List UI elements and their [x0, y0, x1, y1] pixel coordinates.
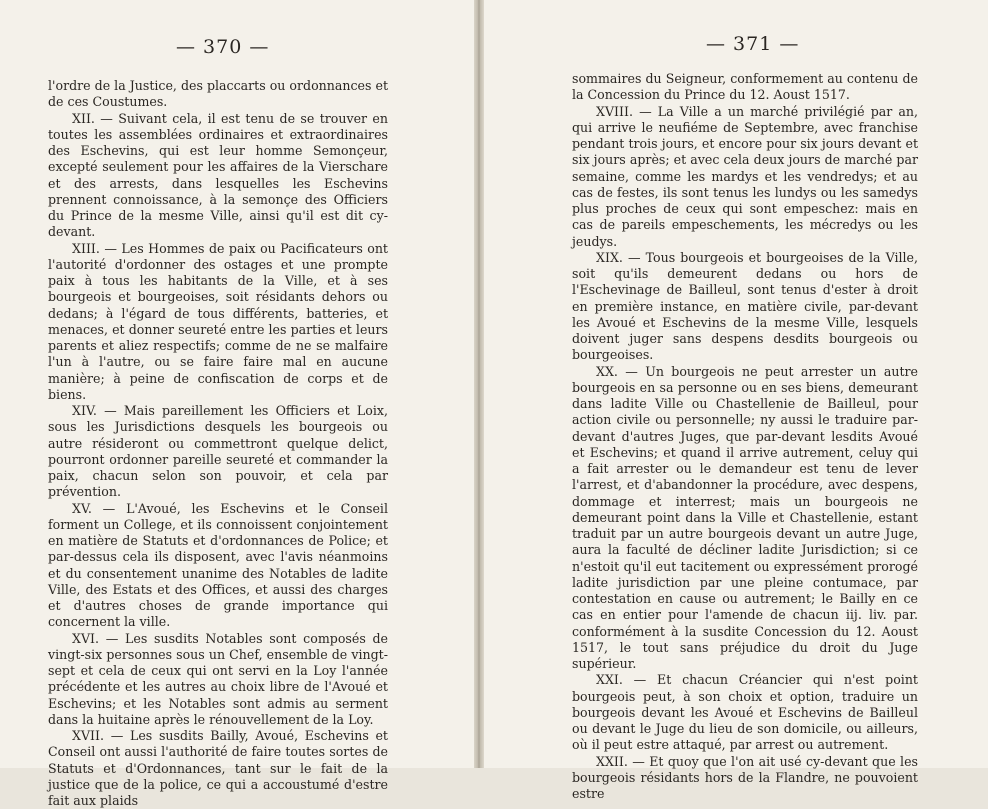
page-number-left: — 370 — [176, 36, 270, 58]
paragraph: XVII. — Les susdits Bailly, Avoué, Eschevins et Conseil ont aussi l'authorité de faire toutes sortes de Statuts et d'Ordonnances, tant sur le fait de la justice que de la police, ce qui a accoustumé d'estre fait aux plaids [48, 728, 388, 808]
paragraph: XXI. — Et chacun Créancier qui n'est point bourgeois peut, à son choix et option, traduire un bourgeois devant les Avoué et Eschevins de Bailleul ou devant le Juge du lieu de son domicile, ou ailleurs, où il peut estre attaqué, par arrest ou autrement. [572, 672, 918, 753]
paragraph: XIII. — Les Hommes de paix ou Pacificateurs ont l'autorité d'ordonner des ostages et une prompte paix à tous les habitants de la Ville, et à ses bourgeois et bourgeoises, soit résidants dehors ou dedans; à l'égard de tous différents, batteries, et menaces, et donner seureté entre les parties et leurs parents et aliez respectifs; comme de ne se malfaire l'un à l'autre, ou se faire faire mal en aucune manière; à peine de confiscation de corps et de biens. [48, 240, 388, 402]
right-page [484, 0, 988, 801]
book-gutter [474, 0, 484, 768]
paragraph: XII. — Suivant cela, il est tenu de se trouver en toutes les assemblées ordinaires et extraordinaires des Eschevins, qui est leur homme Semonçeur, excepté seulement pour les affaires de la Vierschare et des arrests, dans lesquelles les Eschevins prennent connoissance, à la semonçe des Officiers du Prince de la mesme Ville, ainsi qu'il est dit cy-devant. [48, 110, 388, 240]
paragraph: l'ordre de la Justice, des placcarts ou ordonnances et de ces Coustumes. [48, 78, 388, 110]
paragraph: XV. — L'Avoué, les Eschevins et le Conseil forment un College, et ils connoissent conjointement en matière de Statuts et d'ordonnances de Police; et par-dessus cela ils disposent, avec l'avis néanmoins et du consentement unanime des Notables de ladite Ville, des Estats et des Offices, et aussi des charges et d'autres choses de grande importance qui concernent la ville. [48, 500, 388, 630]
paragraph: XX. — Un bourgeois ne peut arrester un autre bourgeois en sa personne ou en ses biens, demeurant dans ladite Ville ou Chastellenie de Bailleul, pour action civile ou personnelle; ny aussi le traduire par-devant d'autres Juges, que par-devant lesdits Avoué et Eschevins; et quand il arrive autrement, celuy qui a fait arrester ou le demandeur est tenu de lever l'arrest, et d'abandonner la procédure, avec despens, dommage et interrest; mais un bourgeois ne demeurant point dans la Ville et Chastellenie, estant traduit par un autre bourgeois devant un autre Juge, aura la faculté de décliner ladite Jurisdiction; si ce n'estoit qu'il eut tacitement ou expressément prorogé ladite jurisdiction par une pleine contumace, par contestation en cause ou autrement; le Bailly en ce cas en entier pour l'amende de chacun iij. liv. par. conformément à la susdite Concession du 12. Aoust 1517, le tout sans préjudice du droit du Juge supérieur. [572, 363, 918, 671]
page-number-right: — 371 — [706, 33, 800, 55]
paragraph: XVIII. — La Ville a un marché privilégié par an, qui arrive le neufiéme de Septembre, avec franchise pendant trois jours, et encore pour six jours devant et six jours après; et avec cela deux jours de marché par semaine, comme les mardys et les vendredys; et au cas de festes, ils sont tenus les lundys ou les samedys plus proches de ceux qui sont empeschez: mais en cas de pareils empeschements, les mécredys ou les jeudys. [572, 103, 918, 249]
left-page [0, 0, 474, 808]
right-page-text [572, 71, 918, 802]
paragraph: XXII. — Et quoy que l'on ait usé cy-devant que les bourgeois résidants hors de la Flandre, ne pouvoient estre [572, 753, 918, 801]
paragraph: XIX. — Tous bourgeois et bourgeoises de la Ville, soit qu'ils demeurent dedans ou hors de l'Eschevinage de Bailleul, sont tenus d'ester à droit en première instance, en matière civile, par-devant les Avoué et Eschevins de la mesme Ville, lesquels doivent juger sans despens desdits bourgeois ou bourgeoises. [572, 249, 918, 363]
paragraph: sommaires du Seigneur, conformement au contenu de la Concession du Prince du 12. Aoust 1517. [572, 71, 918, 103]
paragraph: XIV. — Mais pareillement les Officiers et Loix, sous les Jurisdictions desquels les bourgeois ou autre résideront ou commettront quelque delict, pourront ordonner pareille seureté et commander la paix, chacun selon son pouvoir, et cela par prévention. [48, 403, 388, 500]
left-page-text [48, 78, 388, 809]
paragraph: XVI. — Les susdits Notables sont composés de vingt-six personnes sous un Chef, ensemble de vingt-sept et cela de ceux qui ont servi en la Loy l'année précédente et les autres au choix libre de l'Avoué et Eschevins; et les Notables sont admis au serment dans la huitaine après le rénouvellement de la Loy. [48, 630, 388, 727]
